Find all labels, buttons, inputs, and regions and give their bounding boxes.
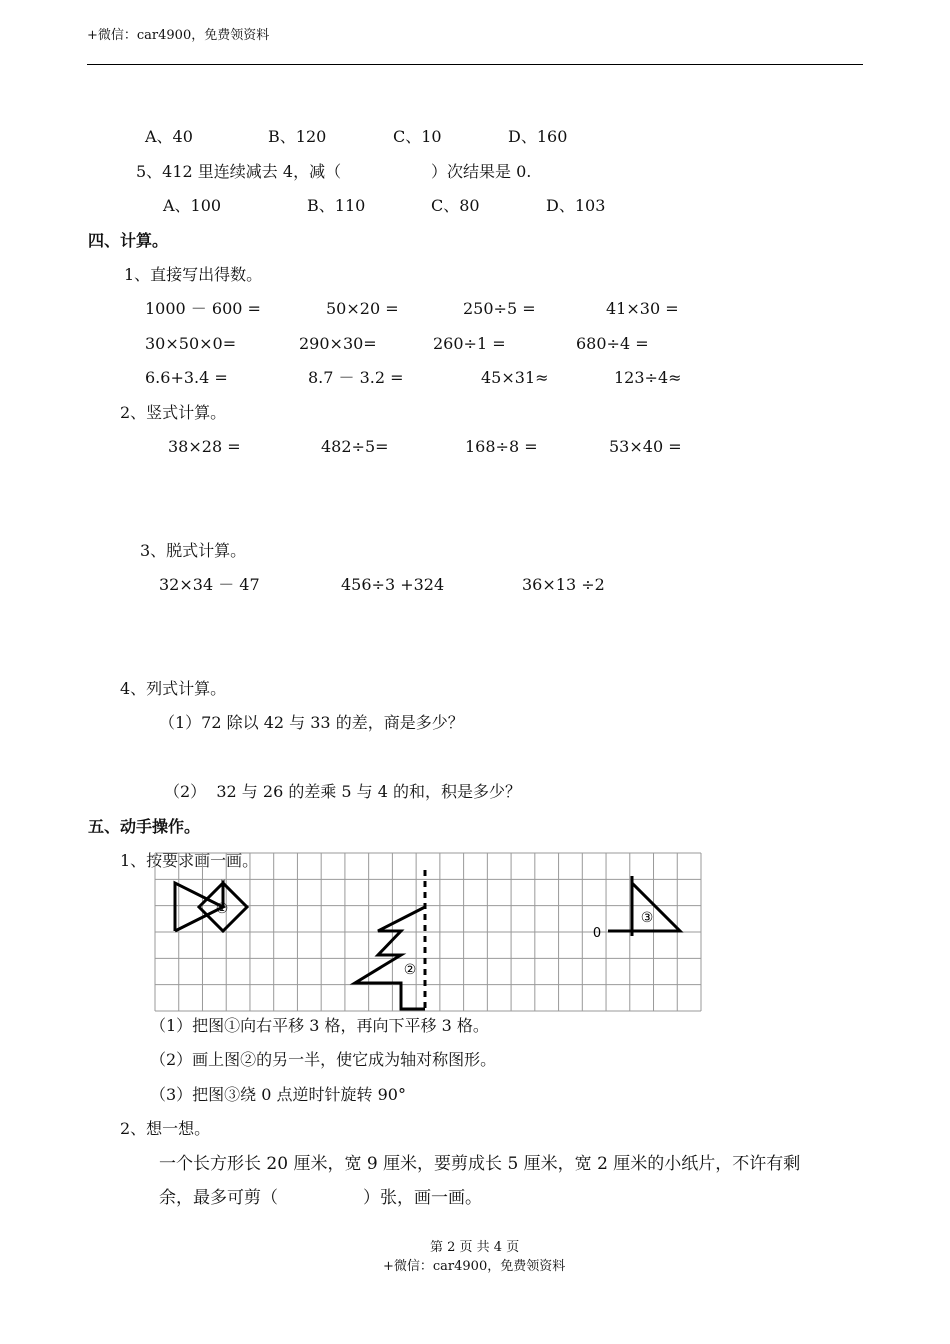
figure-1-label: ① (215, 901, 229, 917)
q5-option-a: A、100 (163, 196, 222, 215)
s5-p2-title: 2、想一想。 (120, 1119, 211, 1138)
calc-item: 260÷1 = (433, 334, 506, 353)
step-calc-item: 36×13 ÷2 (522, 575, 605, 594)
s5-p2-line2-left: 余，最多可剪（ (159, 1188, 278, 1208)
s5-p1-task2: （2）画上图②的另一半，使它成为轴对称图形。 (150, 1050, 497, 1069)
figure-2-label: ② (403, 962, 417, 978)
calc-item: 8.7 － 3.2 = (308, 368, 404, 387)
page-number: 第 2 页 共 4 页 (430, 1240, 520, 1255)
vertical-calc-item: 482÷5= (321, 437, 389, 456)
s4-p4-q2: （2） 32 与 26 的差乘 5 与 4 的和，积是多少？ (164, 782, 522, 801)
s5-p1-task3: （3）把图③绕 0 点逆时针旋转 90° (150, 1085, 406, 1104)
step-calc-item: 456÷3 +324 (341, 575, 445, 594)
calc-item: 1000 － 600 = (145, 299, 261, 318)
figure-2 (355, 870, 425, 1012)
s5-p1-task1: （1）把图①向右平移 3 格，再向下平移 3 格。 (150, 1016, 489, 1035)
section5-title: 五、动手操作。 (88, 817, 201, 836)
s4-p3-title: 3、脱式计算。 (140, 541, 247, 560)
s5-p2-line1: 一个长方形长 20 厘米，宽 9 厘米，要剪成长 5 厘米，宽 2 厘米的小纸片，不许有剩 (159, 1154, 801, 1174)
vertical-calc-item: 38×28 = (168, 437, 241, 456)
step-calc-item: 32×34 － 47 (159, 575, 260, 594)
section4-title: 四、计算。 (88, 231, 169, 250)
calc-item: 123÷4≈ (614, 368, 682, 387)
header-text: +微信：car4900，免费领资料 (87, 28, 270, 43)
s4-p4-title: 4、列式计算。 (120, 679, 227, 698)
calc-item: 290×30= (299, 334, 377, 353)
q5-stem-right: ）次结果是 0. (431, 162, 532, 181)
q4-option-d: D、160 (508, 127, 568, 146)
vertical-calc-item: 53×40 = (609, 437, 682, 456)
q5-option-d: D、103 (546, 196, 606, 215)
s5-p2-line2-right: ）张，画一画。 (363, 1188, 482, 1208)
s4-p2-title: 2、竖式计算。 (120, 403, 227, 422)
s4-p1-title: 1、直接写出得数。 (124, 265, 263, 284)
origin-label: 0 (592, 926, 602, 941)
calc-item: 680÷4 = (576, 334, 649, 353)
q5-stem-left: 5、412 里连续减去 4，减（ (136, 162, 342, 181)
q5-option-b: B、110 (307, 196, 366, 215)
calc-item: 45×31≈ (481, 368, 549, 387)
q5-option-c: C、80 (431, 196, 480, 215)
figure-3-label: ③ (640, 910, 654, 926)
calc-item: 6.6+3.4 = (145, 368, 228, 387)
s5-p1-title: 1、按要求画一画。 (120, 851, 259, 870)
s4-p4-q1: （1）72 除以 42 与 33 的差，商是多少？ (159, 713, 464, 732)
calc-item: 50×20 = (326, 299, 399, 318)
vertical-calc-item: 168÷8 = (465, 437, 538, 456)
calc-item: 250÷5 = (463, 299, 536, 318)
q4-option-c: C、10 (393, 127, 442, 146)
q4-option-a: A、40 (145, 127, 193, 146)
calc-item: 41×30 = (606, 299, 679, 318)
q4-option-b: B、120 (268, 127, 327, 146)
footer-text: +微信：car4900，免费领资料 (383, 1259, 566, 1274)
calc-item: 30×50×0= (145, 334, 237, 353)
figure-1 (175, 883, 247, 931)
